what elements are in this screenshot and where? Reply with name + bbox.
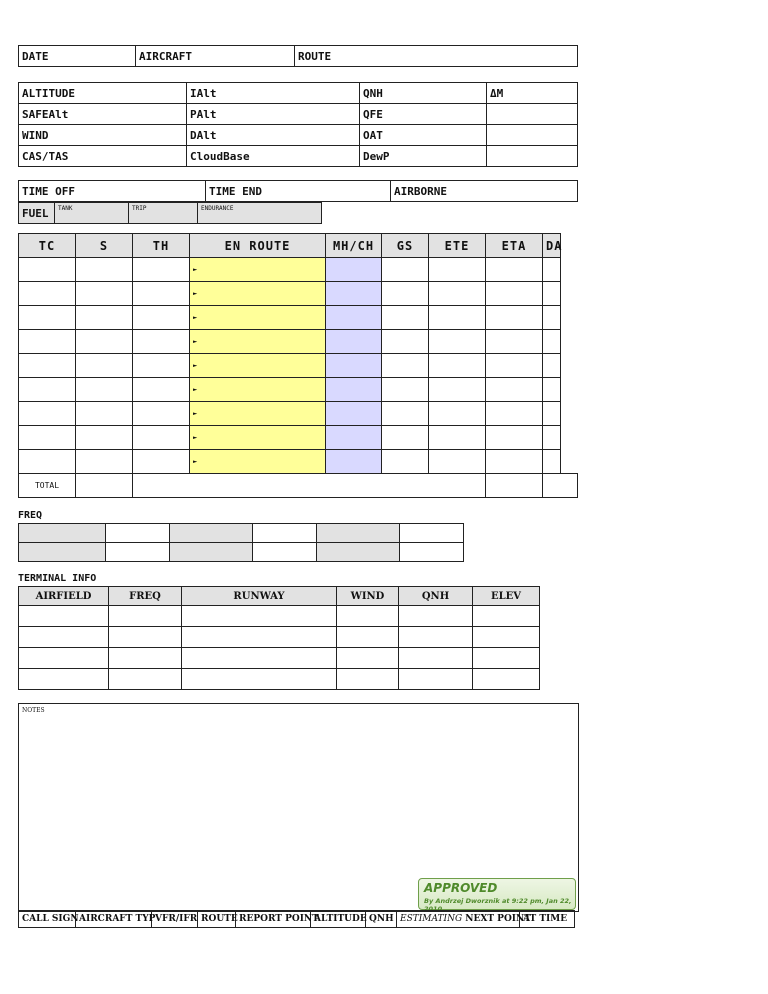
nav-cell-da[interactable] [543,330,561,354]
nav-cell-th[interactable] [133,402,190,426]
nav-cell-da[interactable] [543,306,561,330]
freq-value-field[interactable] [106,543,170,562]
approved-title: APPROVED [424,881,498,895]
date-label: DATE [22,49,49,63]
freq-value-field[interactable] [106,524,170,543]
fuel-trip-field[interactable]: TRIP [129,203,198,224]
nav-cell-da[interactable] [543,354,561,378]
nav-cell-gs[interactable] [382,426,429,450]
nav-cell-eta[interactable] [486,258,543,282]
footer-call-sign[interactable]: CALL SIGN [19,911,76,928]
nav-cell-da[interactable] [543,378,561,402]
nav-cell-tc[interactable] [19,330,76,354]
date-field[interactable] [19,46,136,67]
qnh-cell[interactable]: QNH [360,83,487,104]
dalt-cell[interactable]: DAlt [187,125,360,146]
nav-log-row [19,258,578,282]
nav-header-mh-ch: MH/CH [326,234,382,258]
nav-cell-gs[interactable] [382,330,429,354]
terminal-cell-airfield[interactable] [19,627,109,648]
freq-name-field[interactable] [19,543,106,562]
cas-tas-cell[interactable]: CAS/TAS [19,146,187,167]
nav-cell-ete[interactable] [429,426,486,450]
terminal-cell-freq[interactable] [109,669,182,690]
empty-cell[interactable] [487,146,578,167]
nav-cell-s[interactable] [76,402,133,426]
fuel-tank-field[interactable]: TANK [55,203,129,224]
nav-cell-mh-ch[interactable] [326,354,382,378]
arrow-right-icon: ► [193,385,198,394]
nav-cell-eta[interactable] [486,426,543,450]
aircraft-field[interactable] [136,46,295,67]
footer-route[interactable]: ROUTE [198,911,236,928]
footer-qnh[interactable]: QNH [366,911,397,928]
nav-cell-th[interactable] [133,426,190,450]
terminal-table [18,586,540,690]
nav-cell-s[interactable] [76,306,133,330]
arrow-right-icon: ► [193,265,198,274]
footer-aircraft-typ[interactable]: AIRCRAFT TYP [76,911,152,928]
nav-cell-s[interactable] [76,378,133,402]
terminal-cell-qnh[interactable] [399,648,473,669]
terminal-row [19,648,540,669]
nav-total-span[interactable] [133,474,486,498]
terminal-cell-runway[interactable] [182,648,337,669]
nav-cell-en-route[interactable] [190,450,326,474]
nav-cell-eta[interactable] [486,378,543,402]
terminal-cell-elev[interactable] [473,669,540,690]
nav-cell-eta[interactable] [486,450,543,474]
nav-cell-s[interactable] [76,450,133,474]
route-label: ROUTE [298,49,332,63]
footer-at-time[interactable]: AT TIME [520,911,575,928]
nav-header-eta: ETA [486,234,543,258]
nav-log-row [19,426,578,450]
notes-title: NOTES [22,707,45,714]
terminal-cell-freq[interactable] [109,648,182,669]
airborne-cell[interactable]: AIRBORNE [391,181,578,202]
nav-cell-tc[interactable] [19,354,76,378]
terminal-cell-qnh[interactable] [399,669,473,690]
nav-cell-gs[interactable] [382,258,429,282]
nav-cell-s[interactable] [76,330,133,354]
footer-vfr-ifr[interactable]: VFR/IFR [152,911,198,928]
nav-cell-gs[interactable] [382,306,429,330]
footer-report-point[interactable]: REPORT POINT [236,911,311,928]
time-off-cell[interactable]: TIME OFF [19,181,206,202]
arrow-right-icon: ► [193,433,198,442]
freq-value-field[interactable] [253,524,317,543]
nav-cell-ete[interactable] [429,258,486,282]
fuel-label: FUEL [19,203,55,224]
terminal-cell-airfield[interactable] [19,648,109,669]
nav-cell-en-route[interactable] [190,258,326,282]
nav-cell-th[interactable] [133,354,190,378]
nav-cell-th[interactable] [133,378,190,402]
freq-table [18,523,464,562]
nav-cell-da[interactable] [543,402,561,426]
terminal-cell-elev[interactable] [473,627,540,648]
nav-cell-da[interactable] [543,282,561,306]
footer-altitude[interactable]: ALTITUDE [311,911,366,928]
nav-cell-en-route[interactable] [190,378,326,402]
terminal-cell-wind[interactable] [337,606,399,627]
arrow-right-icon: ► [193,289,198,298]
nav-log-table [18,233,578,498]
nav-cell-s[interactable] [76,426,133,450]
nav-cell-eta[interactable] [486,354,543,378]
nav-cell-ete[interactable] [429,282,486,306]
terminal-cell-elev[interactable] [473,606,540,627]
terminal-info-title: TERMINAL INFO [18,573,97,584]
aircraft-label: AIRCRAFT [139,49,192,63]
nav-header-th: TH [133,234,190,258]
nav-cell-da[interactable] [543,426,561,450]
nav-header-tc: TC [19,234,76,258]
terminal-header-qnh: QNH [399,587,473,606]
approved-subtitle: By Andrzej Dworznik at 9:22 pm, Jan 22, 2010 [424,897,572,913]
safealt-cell[interactable]: SAFEAlt [19,104,187,125]
nav-cell-eta[interactable] [486,330,543,354]
nav-cell-ete[interactable] [429,402,486,426]
nav-total-label: TOTAL [19,474,76,498]
nav-cell-eta[interactable] [486,402,543,426]
nav-cell-s[interactable] [76,282,133,306]
nav-log-row [19,450,578,474]
nav-cell-th[interactable] [133,330,190,354]
empty-cell[interactable] [487,125,578,146]
arrow-right-icon: ► [193,457,198,466]
arrow-right-icon: ► [193,361,198,370]
terminal-row [19,627,540,648]
freq-name-field[interactable] [19,524,106,543]
terminal-cell-wind[interactable] [337,669,399,690]
cloudbase-cell[interactable]: CloudBase [187,146,360,167]
footer-estimating-next-point[interactable] [397,911,531,928]
terminal-cell-airfield[interactable] [19,606,109,627]
delta-m-cell[interactable]: ΔM [487,83,578,104]
nav-total-eta[interactable] [543,474,578,498]
freq-name-field[interactable] [317,543,400,562]
nav-total-s[interactable] [76,474,133,498]
dewp-cell[interactable]: DewP [360,146,487,167]
ialt-cell[interactable]: IAlt [187,83,360,104]
terminal-cell-wind[interactable] [337,648,399,669]
nav-cell-en-route[interactable] [190,306,326,330]
footer-next-point: NEXT POINT [462,914,531,924]
terminal-cell-freq[interactable] [109,627,182,648]
freq-name-field[interactable] [170,524,253,543]
terminal-cell-airfield[interactable] [19,669,109,690]
nav-cell-ete[interactable] [429,378,486,402]
empty-cell[interactable] [487,104,578,125]
nav-cell-s[interactable] [76,258,133,282]
oat-cell[interactable]: OAT [360,125,487,146]
nav-cell-mh-ch[interactable] [326,282,382,306]
nav-header-en-route: EN ROUTE [190,234,326,258]
nav-cell-tc[interactable] [19,306,76,330]
arrow-right-icon: ► [193,409,198,418]
nav-cell-tc[interactable] [19,402,76,426]
nav-cell-en-route[interactable] [190,354,326,378]
nav-log-row [19,330,578,354]
nav-cell-en-route[interactable] [190,330,326,354]
freq-name-field[interactable] [317,524,400,543]
route-field[interactable] [295,46,578,67]
wind-cell[interactable]: WIND [19,125,187,146]
freq-title: FREQ [18,510,43,521]
nav-cell-th[interactable] [133,306,190,330]
terminal-header-runway: RUNWAY [182,587,337,606]
nav-cell-th[interactable] [133,258,190,282]
nav-cell-th[interactable] [133,450,190,474]
nav-cell-mh-ch[interactable] [326,306,382,330]
nav-cell-ete[interactable] [429,354,486,378]
terminal-header-airfield: AIRFIELD [19,587,109,606]
nav-cell-tc[interactable] [19,258,76,282]
footer-estimating: ESTIMATING [400,914,463,924]
nav-cell-mh-ch[interactable] [326,378,382,402]
altitude-cell[interactable]: ALTITUDE [19,83,187,104]
terminal-cell-qnh[interactable] [399,627,473,648]
nav-cell-da[interactable] [543,450,561,474]
header-table [18,45,578,67]
nav-cell-ete[interactable] [429,330,486,354]
nav-cell-gs[interactable] [382,354,429,378]
terminal-cell-elev[interactable] [473,648,540,669]
nav-cell-mh-ch[interactable] [326,450,382,474]
terminal-row [19,669,540,690]
nav-cell-en-route[interactable] [190,426,326,450]
nav-cell-gs[interactable] [382,282,429,306]
nav-log-row [19,354,578,378]
nav-cell-ete[interactable] [429,450,486,474]
fuel-table [18,202,322,224]
nav-cell-eta[interactable] [486,282,543,306]
nav-cell-en-route[interactable] [190,402,326,426]
terminal-header-wind: WIND [337,587,399,606]
terminal-cell-wind[interactable] [337,627,399,648]
time-end-cell[interactable]: TIME END [206,181,391,202]
nav-cell-mh-ch[interactable] [326,258,382,282]
approved-stamp [418,878,576,913]
nav-cell-th[interactable] [133,282,190,306]
altitude-table [18,82,578,167]
footer-table [18,910,575,928]
nav-log-row [19,306,578,330]
nav-cell-mh-ch[interactable] [326,330,382,354]
nav-cell-en-route[interactable] [190,282,326,306]
nav-log-row [19,282,578,306]
arrow-right-icon: ► [193,313,198,322]
nav-cell-eta[interactable] [486,306,543,330]
nav-cell-ete[interactable] [429,306,486,330]
nav-cell-mh-ch[interactable] [326,426,382,450]
terminal-cell-freq[interactable] [109,606,182,627]
freq-name-field[interactable] [170,543,253,562]
nav-cell-gs[interactable] [382,378,429,402]
nav-header-ete: ETE [429,234,486,258]
nav-cell-tc[interactable] [19,450,76,474]
nav-cell-tc[interactable] [19,426,76,450]
nav-cell-tc[interactable] [19,378,76,402]
fuel-endurance-field[interactable]: ENDURANCE [198,203,322,224]
nav-log-row [19,402,578,426]
arrow-right-icon: ► [193,337,198,346]
nav-header-da: DA [543,234,561,258]
terminal-cell-runway[interactable] [182,669,337,690]
terminal-cell-qnh[interactable] [399,606,473,627]
terminal-row [19,606,540,627]
nav-log-row [19,378,578,402]
terminal-cell-runway[interactable] [182,627,337,648]
nav-cell-gs[interactable] [382,450,429,474]
nav-cell-tc[interactable] [19,282,76,306]
nav-total-ete[interactable] [486,474,543,498]
time-table [18,180,578,202]
freq-value-field[interactable] [400,543,464,562]
nav-header-s: S [76,234,133,258]
terminal-header-freq: FREQ [109,587,182,606]
freq-value-field[interactable] [253,543,317,562]
nav-cell-da[interactable] [543,258,561,282]
freq-value-field[interactable] [400,524,464,543]
nav-cell-s[interactable] [76,354,133,378]
terminal-cell-runway[interactable] [182,606,337,627]
nav-cell-gs[interactable] [382,402,429,426]
nav-header-gs: GS [382,234,429,258]
nav-cell-mh-ch[interactable] [326,402,382,426]
terminal-header-elev: ELEV [473,587,540,606]
qfe-cell[interactable]: QFE [360,104,487,125]
palt-cell[interactable]: PAlt [187,104,360,125]
